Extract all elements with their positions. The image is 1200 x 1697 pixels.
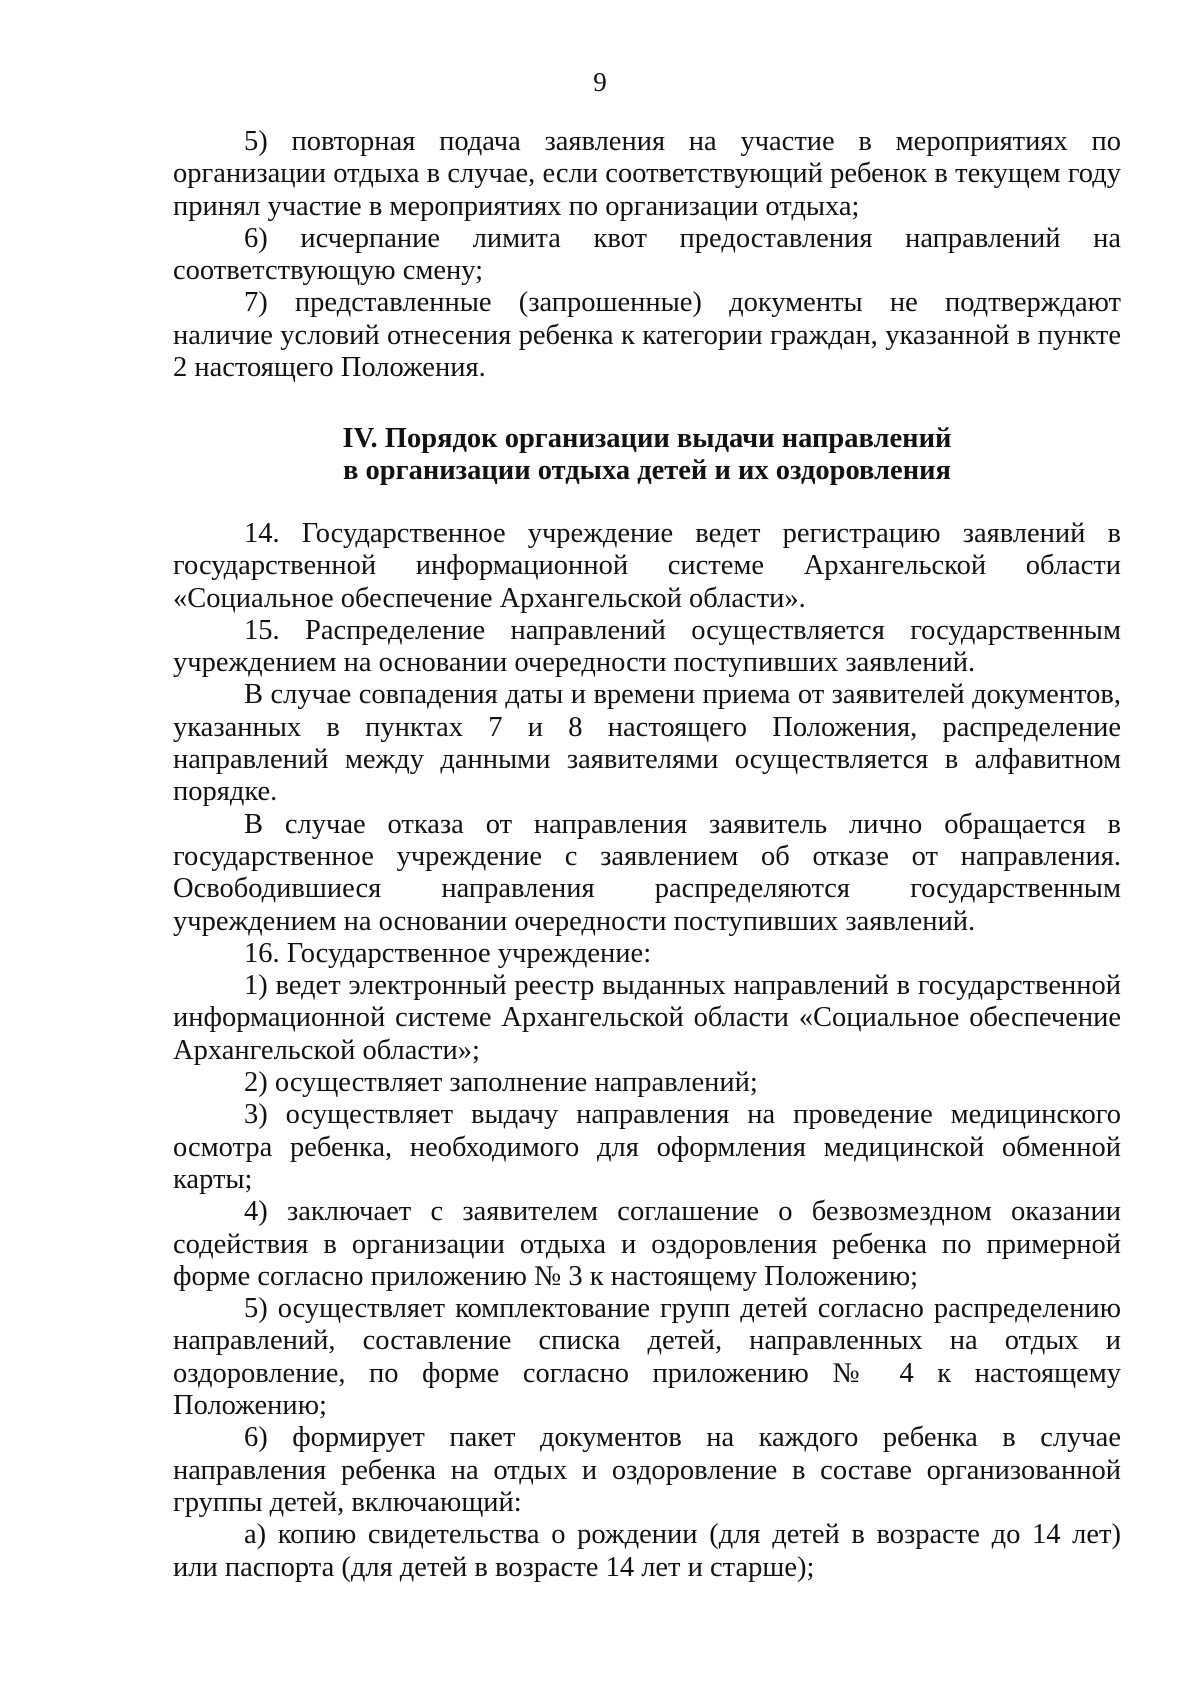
list-item-3-medical-referral: 3) осуществляет выдачу направления на проведение медицинского осмотра ребенка, необходимого для оформления медицинской обменной карты; bbox=[173, 1099, 1121, 1195]
page-number: 9 bbox=[593, 67, 607, 97]
list-item-6-quota-exhausted: 6) исчерпание лимита квот предоставления направлений на соответствующую смену; bbox=[173, 222, 1121, 287]
paragraph-16-institution: 16. Государственное учреждение: bbox=[244, 937, 652, 969]
paragraph-refusal: В случае отказа от направления заявитель лично обращается в государственное учреждение с заявлением об отказе от направления. Освободившиеся направления распределяются государственным учреждением на основании очередности поступивших заявлений. bbox=[173, 808, 1121, 937]
list-item-5-groups: 5) осуществляет комплектование групп детей согласно распределению направлений, составление списка детей, направленных на отдых и оздоровление, по форме согласно приложению № 4 к настоящему Положению; bbox=[173, 1293, 1121, 1422]
paragraph-15-distribution: 15. Распределение направлений осуществляется государственным учреждением на основании очередности поступивших заявлений. bbox=[173, 614, 1121, 679]
section-heading-line-2: в организации отдыха детей и их оздоровления bbox=[343, 455, 951, 486]
list-item-1-registry: 1) ведет электронный реестр выданных направлений в государственной информационной системе Архангельской области «Социальное обеспечение Архангельской области»; bbox=[173, 970, 1121, 1066]
list-item-7-documents-not-confirming: 7) представленные (запрошенные) документы не подтверждают наличие условий отнесения ребенка к категории граждан, указанной в пункте 2 настоящего Положения. bbox=[173, 287, 1121, 384]
list-item-2-filling: 2) осуществляет заполнение направлений; bbox=[244, 1067, 758, 1099]
list-item-a-birth-certificate: а) копию свидетельства о рождении (для детей в возрасте до 14 лет) или паспорта (для детей в возрасте 14 лет и старше); bbox=[173, 1519, 1121, 1583]
section-heading-line-1: IV. Порядок организации выдачи направлений bbox=[342, 423, 952, 454]
paragraph-14-registration: 14. Государственное учреждение ведет регистрацию заявлений в государственной информационной системе Архангельской области «Социальное обеспечение Архангельской области». bbox=[173, 518, 1121, 614]
list-item-6-documents-package: 6) формирует пакет документов на каждого ребенка в случае направления ребенка на отдых и оздоровление в составе организованной группы детей, включающий: bbox=[173, 1422, 1121, 1518]
section-heading bbox=[173, 423, 1121, 487]
list-item-4-agreement: 4) заключает с заявителем соглашение о безвозмездном оказании содействия в организации отдыха и оздоровления ребенка по примерной форме согласно приложению № 3 к настоящему Положению; bbox=[173, 1196, 1121, 1292]
list-item-5-repeat-application: 5) повторная подача заявления на участие в мероприятиях по организации отдыха в случае, если соответствующий ребенок в текущем году принял участие в мероприятиях по организации отдыха; bbox=[173, 126, 1121, 222]
paragraph-alphabetical-order: В случае совпадения даты и времени приема от заявителей документов, указанных в пунктах 7 и 8 настоящего Положения, распределение направлений между данными заявителями осуществляется в алфавитном порядке. bbox=[173, 679, 1121, 808]
text-block-top bbox=[173, 126, 1121, 384]
text-block-main bbox=[173, 518, 1121, 1584]
